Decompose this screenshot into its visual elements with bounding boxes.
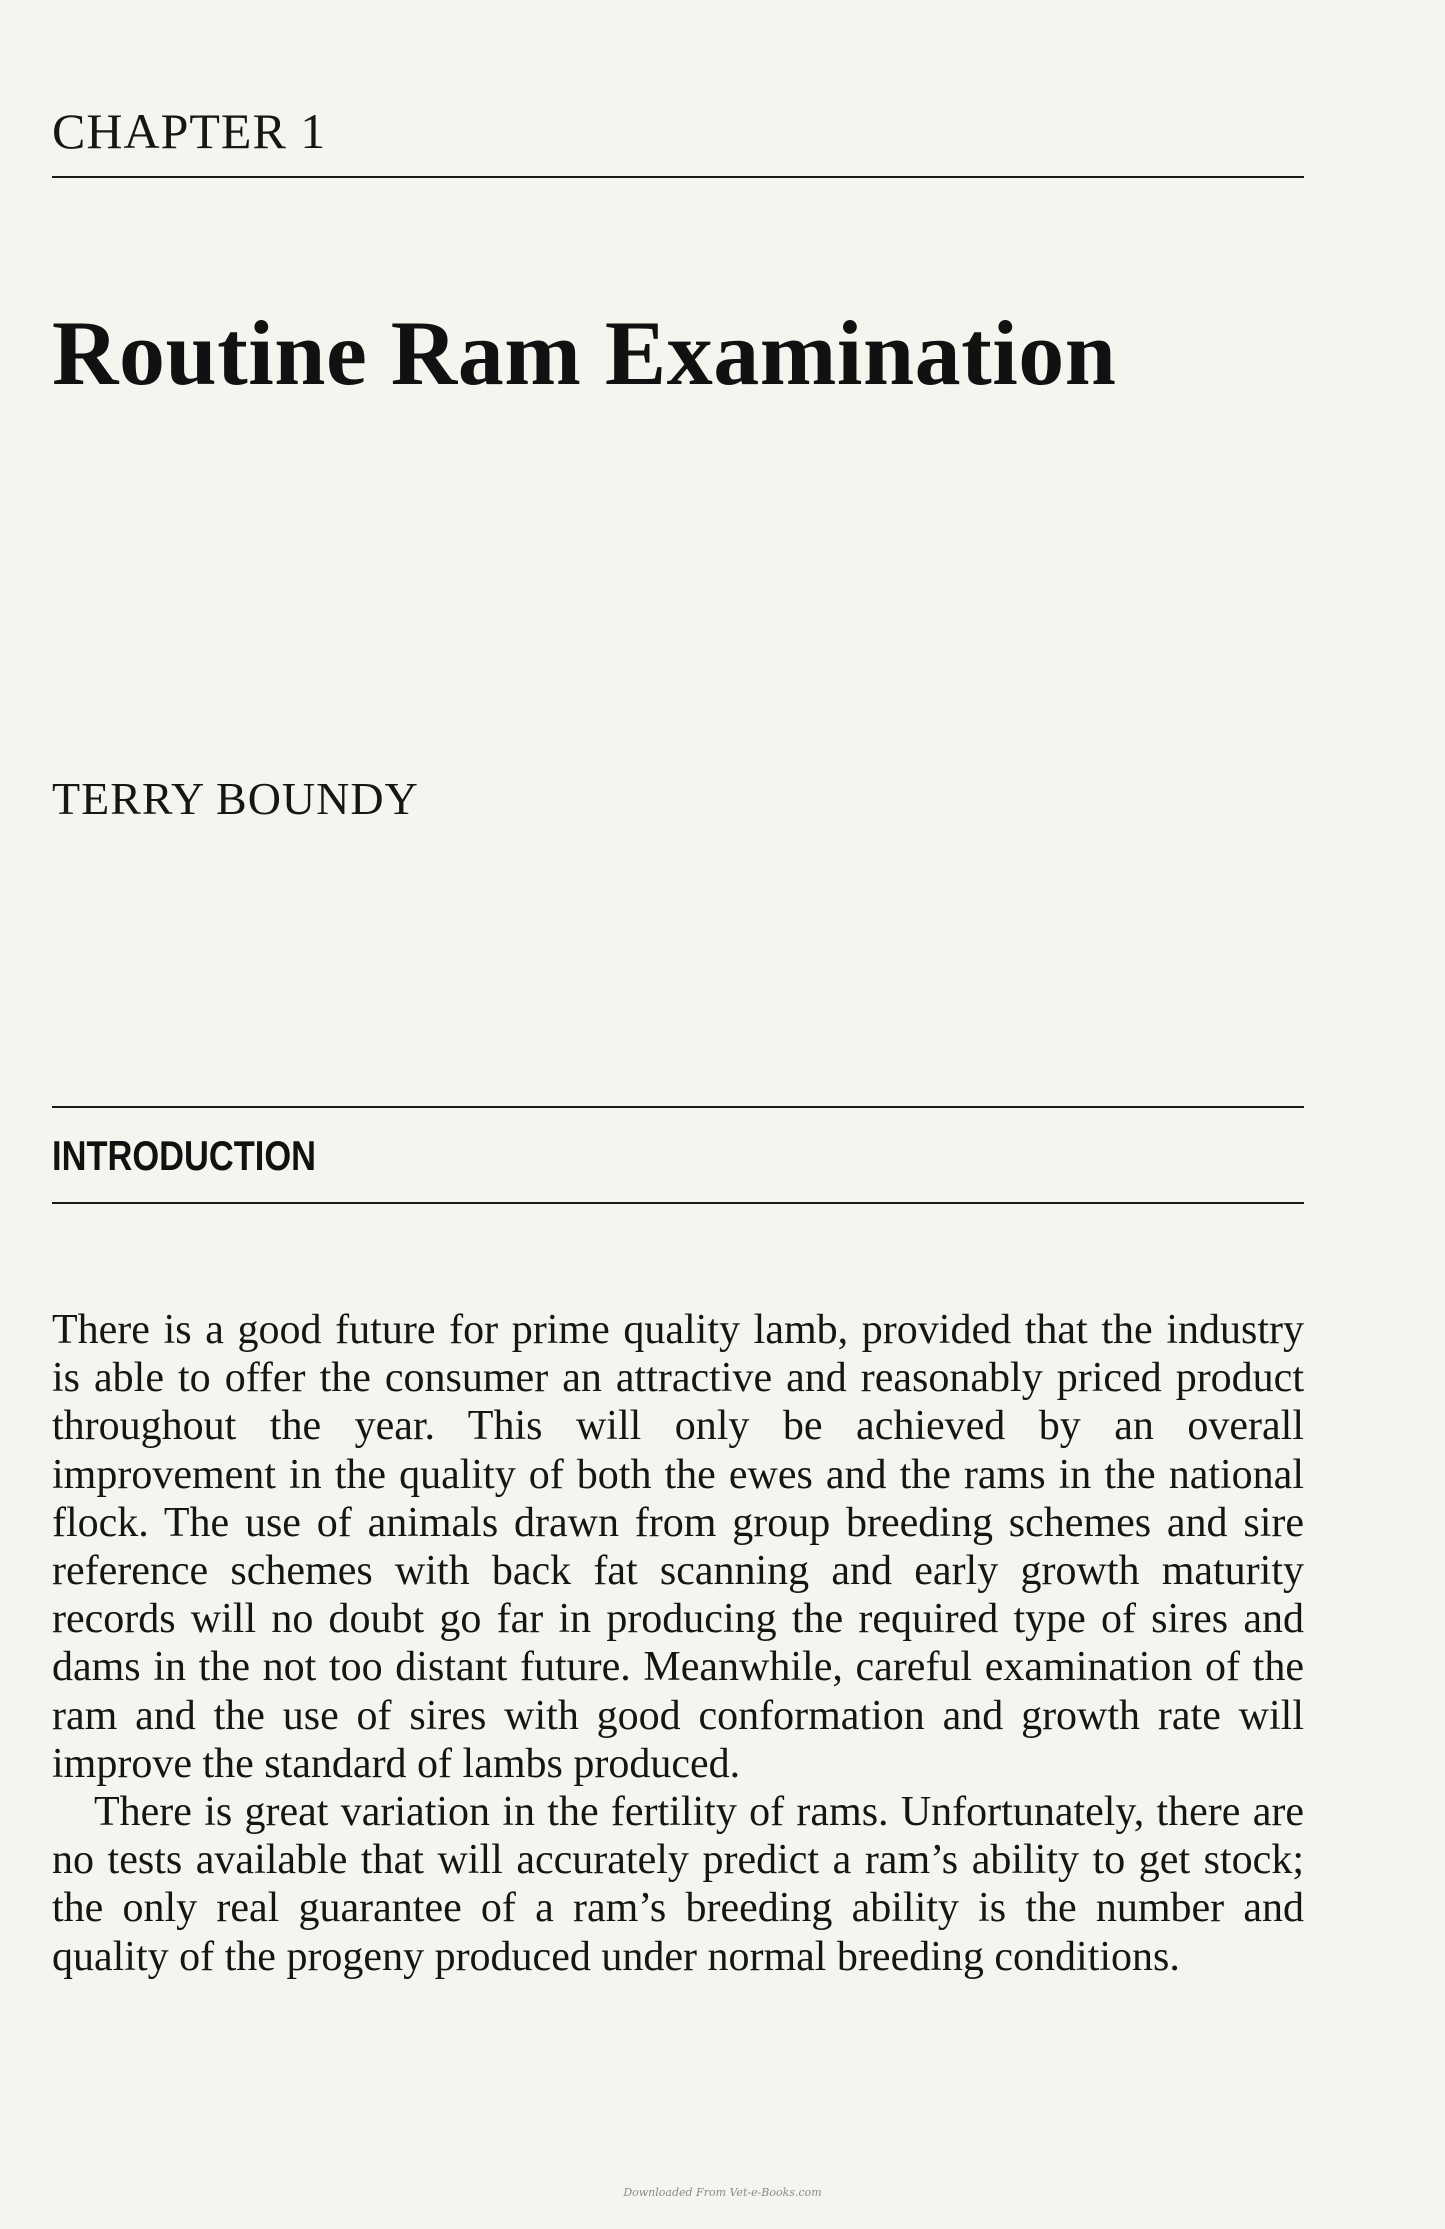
chapter-title: Routine Ram Examination	[52, 302, 1117, 404]
section-rule-bottom	[52, 1202, 1304, 1204]
author-name: TERRY BOUNDY	[52, 773, 419, 824]
section-heading: INTRODUCTION	[52, 1132, 317, 1179]
book-page	[52, 0, 1304, 2229]
chapter-divider	[52, 176, 1304, 178]
section-rule-top	[52, 1106, 1304, 1108]
download-watermark: Downloaded From Vet-e-Books.com	[623, 2186, 822, 2199]
body-text	[52, 1306, 1304, 1981]
paragraph: There is a good future for prime quality lamb, provided that the industry is able to offer the consumer an attractive and reasonably priced product throughout the year. This will only be achieved by an overall improvement in the quality of both the ewes and the rams in the national flock. The use of animals drawn from group breeding schemes and sire reference schemes with back fat scanning and early growth maturity records will no doubt go far in producing the required type of sires and dams in the not too distant future. Meanwhile, careful examination of the ram and the use of sires with good conformation and growth rate will improve the standard of lambs produced.	[52, 1307, 1304, 1787]
chapter-label: CHAPTER 1	[52, 103, 327, 159]
paragraph: There is great variation in the fertility of rams. Unfortunately, there are no tests available that will accurately predict a ram’s ability to get stock; the only real guarantee of a ram’s breeding ability is the number and quality of the progeny produced under normal breeding conditions.	[52, 1789, 1304, 1980]
